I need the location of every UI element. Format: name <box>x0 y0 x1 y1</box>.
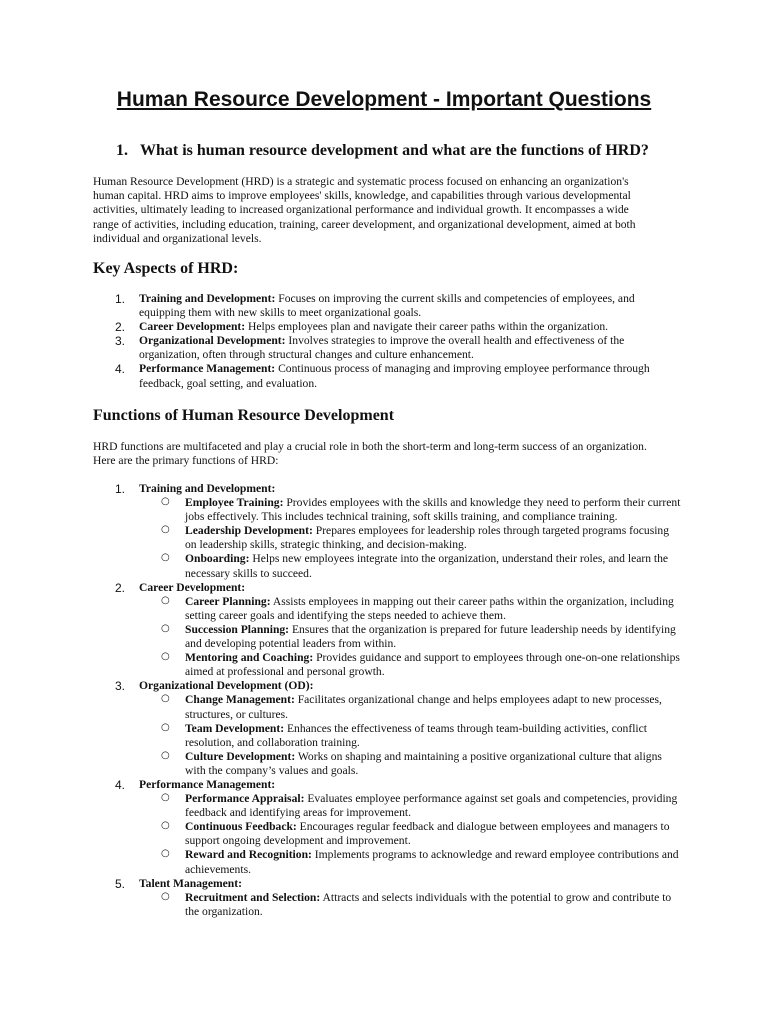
intro-paragraph: Human Resource Development (HRD) is a strategic and systematic process focused on enhancing an organization's human capital. HRD aims to improve employees' skills, knowledge, and capabilities through various developmental activities, ultimately leading to increased organizational performance and individual growth. It encompasses a wide range of activities, including education, training, career development, and organizational development, aimed at both individual and organizational levels. <box>93 175 636 245</box>
sub-item <box>139 651 683 679</box>
sub-label: Succession Planning: <box>185 622 290 636</box>
key-aspects-heading: Key Aspects of HRD: <box>93 260 239 277</box>
list-number: 2. <box>115 580 126 595</box>
function-label: Talent Management: <box>139 876 242 890</box>
function-item <box>93 679 683 778</box>
sub-text: Ensures that the organization is prepared for future leadership needs by identifying and developing potential leaders from within. <box>185 622 676 651</box>
sub-text: Enhances the effectiveness of teams through team-building activities, conflict resolution, and collaboration training. <box>185 721 648 749</box>
list-number: 3. <box>115 334 126 349</box>
sub-text: Facilitates organizational change and helps employees adapt to new processes, structures, or cultures. <box>185 693 662 721</box>
list-number: 3. <box>115 679 126 694</box>
sub-list <box>139 595 683 680</box>
bullet-icon: ○ <box>161 496 170 508</box>
bullet-icon: ○ <box>161 622 170 634</box>
sub-text: Works on shaping and maintaining a positive organizational culture that aligns with the company’s values and goals. <box>185 749 662 777</box>
list-number: 4. <box>115 777 126 792</box>
bullet-icon: ○ <box>161 651 170 663</box>
sub-item <box>139 552 683 580</box>
sub-label: Reward and Recognition: <box>185 848 312 862</box>
sub-list <box>139 792 683 877</box>
sub-label: Change Management: <box>185 693 295 707</box>
key-aspect-item <box>93 334 683 362</box>
item-label: Performance Management: <box>139 362 276 376</box>
sub-item <box>139 524 683 552</box>
function-item <box>93 877 683 919</box>
sub-text: Provides employees with the skills and knowledge they need to perform their current jobs effectively. This includes technical training, soft skills training, and compliance training. <box>185 496 681 524</box>
key-aspects-list <box>93 292 683 391</box>
item-label: Organizational Development: <box>139 334 286 348</box>
sub-label: Leadership Development: <box>185 524 313 538</box>
bullet-icon: ○ <box>161 848 170 860</box>
bullet-icon: ○ <box>161 792 170 804</box>
list-number: 1. <box>115 292 126 306</box>
sub-list <box>139 496 683 581</box>
key-aspect-item <box>93 362 683 390</box>
sub-label: Culture Development: <box>185 749 296 763</box>
item-text: Continuous process of managing and improving employee performance through feedback, goal setting, and evaluation. <box>139 362 650 390</box>
sub-label: Mentoring and Coaching: <box>185 651 314 665</box>
function-item <box>93 482 683 581</box>
sub-label: Recruitment and Selection: <box>185 890 321 904</box>
function-item <box>93 778 683 877</box>
sub-item <box>139 623 683 651</box>
item-text: Helps employees plan and navigate their career paths within the organization. <box>245 320 609 334</box>
item-text: Involves strategies to improve the overall health and effectiveness of the organization, often through structural changes and culture enhancement. <box>139 334 625 362</box>
function-label: Performance Management: <box>139 777 276 791</box>
bullet-icon: ○ <box>161 890 170 902</box>
sub-text: Prepares employees for leadership roles through targeted programs focusing on leadership skills, strategic thinking, and decision-making. <box>185 524 670 552</box>
sub-item <box>139 693 683 721</box>
bullet-icon: ○ <box>161 820 170 832</box>
functions-intro: HRD functions are multifaceted and play a crucial role in both the short-term and long-term success of an organization. Here are the primary functions of HRD: <box>93 440 647 468</box>
list-number: 5. <box>115 876 126 891</box>
sub-label: Career Planning: <box>185 594 271 608</box>
sub-text: Helps new employees integrate into the organization, understand their roles, and learn the necessary skills to succeed. <box>185 552 669 580</box>
bullet-icon: ○ <box>161 693 170 705</box>
sub-text: Implements programs to acknowledge and reward employee contributions and achievements. <box>185 848 679 876</box>
bullet-icon: ○ <box>161 524 170 536</box>
bullet-icon: ○ <box>161 749 170 761</box>
sub-item <box>139 595 683 623</box>
sub-item <box>139 496 683 524</box>
sub-text: Evaluates employee performance against set goals and competencies, providing feedback and identifying areas for improvement. <box>185 792 678 820</box>
sub-label: Employee Training: <box>185 496 284 510</box>
list-number: 4. <box>115 362 126 377</box>
item-text: Focuses on improving the current skills and competencies of employees, and equipping them with new skills to meet organizational goals. <box>139 292 635 320</box>
sub-text: Provides guidance and support to employees through one-on-one relationships aimed at professional and personal growth. <box>185 651 680 679</box>
sub-list <box>139 693 683 778</box>
sub-item <box>139 891 683 919</box>
function-label: Organizational Development (OD): <box>139 679 314 693</box>
sub-item <box>139 848 683 876</box>
list-number: 1. <box>115 482 126 496</box>
sub-item <box>139 750 683 778</box>
sub-list <box>139 891 683 919</box>
sub-text: Encourages regular feedback and dialogue between employees and managers to support ongoing development and improvement. <box>185 820 670 848</box>
sub-label: Continuous Feedback: <box>185 820 297 834</box>
functions-list <box>93 482 683 919</box>
function-item <box>93 581 683 680</box>
key-aspect-item <box>93 320 683 334</box>
sub-label: Team Development: <box>185 721 285 735</box>
sub-text: Assists employees in mapping out their career paths within the organization, including setting career goals and identifying the steps needed to achieve them. <box>185 594 674 622</box>
function-label: Career Development: <box>139 580 246 594</box>
sub-item <box>139 722 683 750</box>
question-number: 1. <box>116 142 128 159</box>
list-number: 2. <box>115 320 126 335</box>
sub-item <box>139 820 683 848</box>
bullet-icon: ○ <box>161 721 170 733</box>
page-title: Human Resource Development - Important Questions <box>116 88 652 111</box>
question-heading <box>116 141 649 161</box>
sub-label: Onboarding: <box>185 552 250 566</box>
question-text: What is human resource development and what are the functions of HRD? <box>140 142 649 159</box>
sub-label: Performance Appraisal: <box>185 792 305 806</box>
item-label: Career Development: <box>139 320 246 334</box>
bullet-icon: ○ <box>161 552 170 564</box>
function-label: Training and Development: <box>139 482 276 495</box>
sub-text: Attracts and selects individuals with the potential to grow and contribute to the organization. <box>185 890 672 918</box>
key-aspect-item <box>93 292 683 320</box>
functions-heading: Functions of Human Resource Development <box>93 407 395 424</box>
item-label: Training and Development: <box>139 292 276 305</box>
sub-item <box>139 792 683 820</box>
bullet-icon: ○ <box>161 594 170 606</box>
